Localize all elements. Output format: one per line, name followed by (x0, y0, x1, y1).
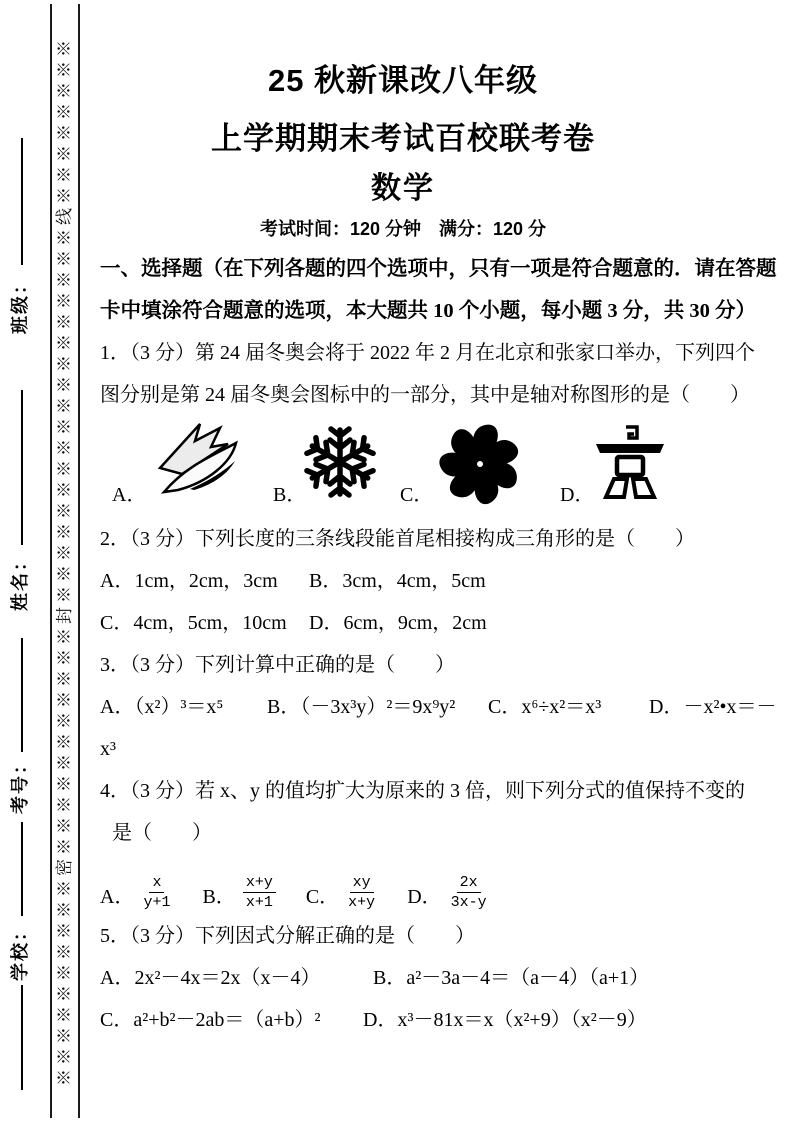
fill-in-blank-line (21, 822, 23, 916)
class-field-label: 班级： (10, 274, 30, 334)
q2-option-c: C．4cm，5cm，10cm (100, 612, 287, 634)
q4-option-d (407, 870, 488, 909)
fraction-denominator: y+1 (143, 894, 171, 911)
exam-header (100, 52, 706, 246)
name-field-label: 姓名： (10, 551, 30, 611)
question-5-options-row-1 (100, 957, 766, 999)
section-1-heading-line-1: 一、选择题（在下列各题的四个选项中，只有一项是符合题意的．请在答题 (100, 258, 777, 280)
question-2-options-row-1 (100, 560, 766, 602)
q2-option-b: B．3cm，4cm，5cm (309, 570, 486, 592)
exam-title-line-2: 上学期期末考试百校联考卷 (211, 121, 595, 156)
subject-title: 数学 (371, 172, 435, 205)
question-1-options-row (100, 416, 766, 518)
seal-marks-column: ※※※※※※※※※※密※※※※※※※※※※※封※※※※※※※※※※※※※※※※※※线※※※※※※※※ (55, 36, 74, 1086)
q1-option-d-label: D． (560, 484, 595, 506)
question-3-text: 3．（3 分）下列计算中正确的是（ ） (100, 654, 455, 676)
q5-option-d: D．x³－81x＝x（x²+9）（x²－9） (363, 1009, 647, 1031)
question-3-option-d-continuation: x³ (100, 738, 116, 760)
fraction-numerator: x+y (243, 873, 276, 893)
fill-in-blank-line (21, 390, 23, 545)
exam-title-line-1: 25 秋新课改八年级 (267, 63, 539, 98)
q1-option-a-label: A． (112, 484, 147, 506)
q2-option-d: D．6cm，9cm，2cm (309, 612, 487, 634)
school-field-label: 学校： (10, 921, 30, 981)
q5-option-a: A．2x²－4x＝2x（x－4） (100, 967, 321, 989)
question-4-options-row (100, 854, 766, 915)
question-5-text: 5．（3 分）下列因式分解正确的是（ ） (100, 925, 475, 947)
q4-option-b (202, 870, 275, 909)
snowflake-emblem-icon (303, 422, 377, 506)
q4-option-d-fraction (449, 873, 489, 912)
flower-emblem-icon (433, 416, 527, 514)
fraction-denominator: 3x-y (450, 894, 487, 911)
section-1-heading-line-2: 卡中填涂符合题意的选项，本大题共 10 个小题，每小题 3 分，共 30 分） (100, 300, 756, 322)
q3-option-d: D．－x²•x＝－ (649, 696, 777, 718)
q4-option-a-fraction (141, 873, 172, 912)
q1-option-c-label: C． (400, 484, 434, 506)
q4-option-c-label: C． (305, 886, 340, 908)
q4-option-c (306, 870, 377, 909)
fraction-numerator: 2x (457, 873, 481, 893)
question-3-options-row (100, 686, 777, 728)
q3-option-b: B．（－3x³y）²＝9x⁹y² (267, 696, 456, 718)
fraction-numerator: x (149, 873, 164, 893)
q4-option-c-fraction (346, 873, 377, 912)
exam-time-and-score-info: 考试时间：120 分钟 满分：120 分 (259, 219, 547, 239)
fraction-denominator: x+y (348, 894, 376, 911)
q4-option-a (100, 870, 172, 909)
question-2-options-row-2 (100, 602, 766, 644)
q4-option-b-label: B． (202, 886, 236, 908)
q5-option-c: C．a²+b²－2ab＝（a+b）² (100, 1009, 321, 1031)
inukshuk-emblem-icon (593, 424, 667, 506)
q4-option-a-label: A． (100, 886, 135, 908)
skating-emblem-icon (152, 416, 240, 504)
q2-option-a: A．1cm，2cm，3cm (100, 570, 278, 592)
seal-column-right-line (78, 4, 80, 1118)
q4-option-d-label: D． (407, 886, 442, 908)
q3-option-a: A．（x²）³＝x⁵ (100, 696, 224, 718)
question-1-text-line-1: 1．（3 分）第 24 届冬奥会将于 2022 年 2 月在北京和张家口举办，下列四个 (100, 342, 755, 364)
fill-in-blank-line (21, 985, 23, 1090)
question-2-text: 2．（3 分）下列长度的三条线段能首尾相接构成三角形的是（ ） (100, 528, 695, 550)
question-4-text-line-2: 是（ ） (112, 822, 212, 844)
q1-option-b-label: B． (273, 484, 307, 506)
question-4-text-line-1: 4．（3 分）若 x、y 的值均扩大为原来的 3 倍，则下列分式的值保持不变的 (100, 780, 745, 802)
exam-number-field-label: 考号： (10, 754, 30, 814)
fraction-numerator: xy (350, 873, 374, 893)
fill-in-blank-line (21, 638, 23, 752)
exam-body (100, 248, 777, 1041)
q4-option-b-fraction (243, 873, 276, 912)
fill-in-blank-line (21, 138, 23, 265)
question-1-text-line-2: 图分别是第 24 届冬奥会图标中的一部分，其中是轴对称图形的是（ ） (100, 384, 750, 406)
fraction-denominator: x+1 (245, 894, 273, 911)
q5-option-b: B．a²－3a－4＝（a－4）（a+1） (373, 967, 650, 989)
question-5-options-row-2 (100, 999, 766, 1041)
q3-option-c: C．x⁶÷x²＝x³ (488, 696, 602, 718)
